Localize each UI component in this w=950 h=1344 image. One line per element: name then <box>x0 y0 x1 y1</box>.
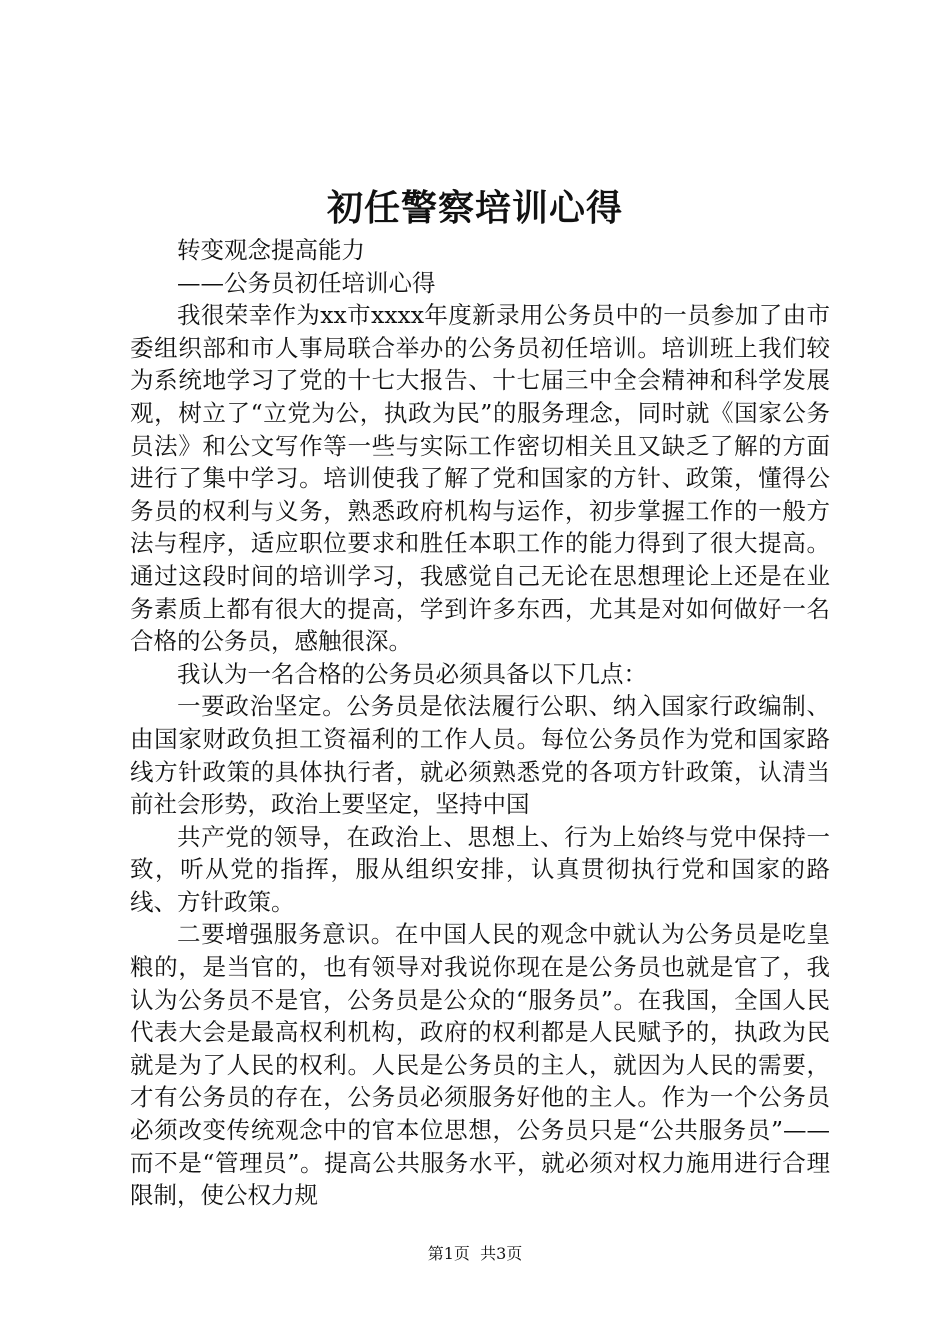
document-title: 初任警察培训心得 <box>326 187 623 229</box>
document-body <box>130 234 830 1212</box>
body-paragraph: 我认为一名合格的公务员必须具备以下几点： <box>177 659 647 688</box>
subtitle-line: 转变观念提高能力 <box>177 236 365 264</box>
subtitle-line: ——公务员初任培训心得 <box>177 268 436 297</box>
page-footer <box>0 1244 950 1264</box>
body-paragraph: 一要政治坚定。公务员是依法履行公职、纳入国家行政编制、由国家财政负担工资福利的工作人员。每位公务员作为党和国家路线方针政策的具体执行者，就必须熟悉党的各项方针政策，认清当前社会形势，政治上要坚定，坚持中国 <box>130 692 830 819</box>
page-number: 第1页 共3页 <box>427 1244 523 1263</box>
body-paragraph: 我很荣幸作为xx市xxxx年度新录用公务员中的一员参加了由市委组织部和市人事局联合举办的公务员初任培训。培训班上我们较为系统地学习了党的十七大报告、十七届三中全会精神和科学发展观，树立了“立党为公，执政为民”的服务理念，同时就《国家公务员法》和公文写作等一些与实际工作密切相关且又缺乏了解的方面进行了集中学习。培训使我了解了党和国家的方针、政策，懂得公务员的权利与义务，熟悉政府机构与运作，初步掌握工作的一般方法与程序，适应职位要求和胜任本职工作的能力得到了很大提高。通过这段时间的培训学习，我感觉自己无论在思想理论上还是在业务素质上都有很大的提高，学到许多东西，尤其是对如何做好一名合格的公务员，感触很深。 <box>130 301 830 656</box>
body-paragraph: 二要增强服务意识。在中国人民的观念中就认为公务员是吃皇粮的，是当官的，也有领导对我说你现在是公务员也就是官了，我认为公务员不是官，公务员是公众的“服务员”。在我国，全国人民代表大会是最高权利机构，政府的权利都是人民赋予的，执政为民就是为了人民的权利。人民是公务员的主人，就因为人民的需要，才有公务员的存在，公务员必须服务好他的主人。作为一个公务员必须改变传统观念中的官本位思想，公务员只是“公共服务员”——而不是“管理员”。提高公共服务水平，就必须对权力施用进行合理限制，使公权力规 <box>130 920 830 1210</box>
body-paragraph: 共产党的领导，在政治上、思想上、行为上始终与党中保持一致，听从党的指挥，服从组织安排，认真贯彻执行党和国家的路线、方针政策。 <box>130 822 830 916</box>
